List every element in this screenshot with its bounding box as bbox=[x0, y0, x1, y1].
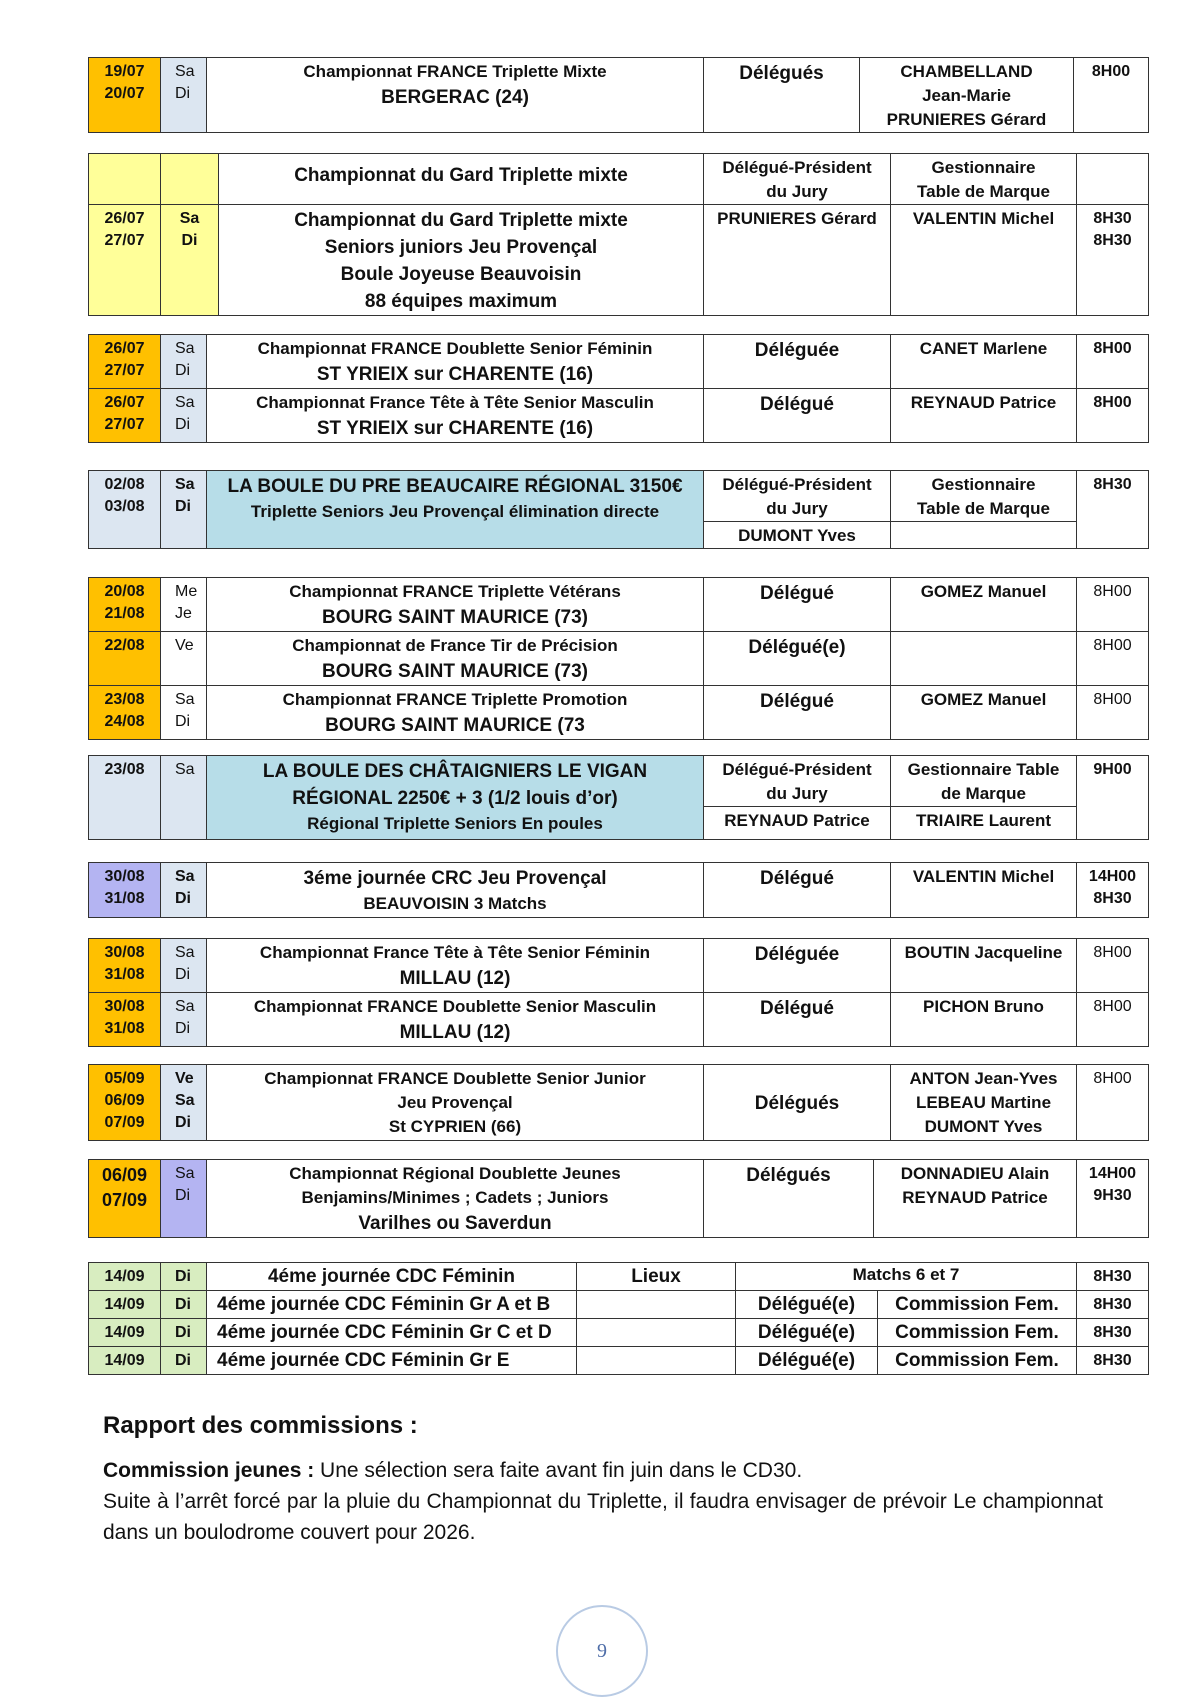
report-text-2: Suite à l’arrêt forcé par la pluie du Championnat du Triplette, il faudra envisager de prévoir Le championnat dans un boulodrome couvert pour 2026. bbox=[103, 1490, 1103, 1544]
day-cell: Sa Di bbox=[161, 686, 207, 740]
day-cell: Sa Di bbox=[161, 335, 207, 389]
event-cell: 4éme journée CDC Féminin Gr C et D bbox=[207, 1319, 577, 1347]
event-block-le-vigan bbox=[88, 755, 1149, 840]
event-block-regional-jeunes bbox=[88, 1159, 1149, 1238]
person-cell: CANET Marlene bbox=[891, 335, 1077, 389]
date-cell: 14/09 bbox=[89, 1263, 161, 1291]
event-cell: 4éme journée CDC Féminin Gr E bbox=[207, 1347, 577, 1375]
event-block-millau bbox=[88, 938, 1149, 1047]
date-cell: 23/08 bbox=[89, 756, 161, 840]
report-text-1: Une sélection sera faite avant fin juin dans le CD30. bbox=[314, 1459, 803, 1482]
event-cell: Championnat France Tête à Tête Senior Féminin MILLAU (12) bbox=[207, 939, 704, 993]
matches-cell: Matchs 6 et 7 bbox=[736, 1263, 1077, 1291]
day-cell: Sa Di bbox=[161, 863, 207, 918]
date-cell: 19/07 20/07 bbox=[89, 58, 161, 133]
role-cell: Délégués bbox=[704, 58, 860, 133]
time-cell: 8H30 bbox=[1077, 471, 1149, 549]
day-cell: Me Je bbox=[161, 578, 207, 632]
report-body bbox=[103, 1455, 1103, 1548]
venue-cell bbox=[577, 1319, 736, 1347]
time-cell: 8H00 bbox=[1077, 578, 1149, 632]
event-block-bourg-saint-maurice bbox=[88, 577, 1149, 740]
commission-report bbox=[103, 1410, 1103, 1441]
empty-cell bbox=[891, 522, 1077, 549]
event-block-gard bbox=[88, 153, 1149, 316]
date-cell: 26/07 27/07 bbox=[89, 335, 161, 389]
day-cell: Sa Di bbox=[161, 58, 207, 133]
venue-cell bbox=[577, 1291, 736, 1319]
report-line-1 bbox=[103, 1455, 1103, 1486]
event-cell: LA BOULE DU PRE BEAUCAIRE RÉGIONAL 3150€ Triplette Seniors Jeu Provençal élimination directe bbox=[207, 471, 704, 549]
date-cell: 14/09 bbox=[89, 1319, 161, 1347]
manager-head-cell: Gestionnaire Table de Marque bbox=[891, 756, 1077, 807]
person-cell: REYNAUD Patrice bbox=[891, 389, 1077, 443]
people-cell: DONNADIEU Alain REYNAUD Patrice bbox=[874, 1160, 1077, 1238]
role-cell: Délégué bbox=[704, 389, 891, 443]
role-head-cell: Délégué-Président du Jury bbox=[704, 471, 891, 522]
time-cell: 9H00 bbox=[1077, 756, 1149, 840]
day-cell: Sa Di bbox=[161, 389, 207, 443]
manager-cell: TRIAIRE Laurent bbox=[891, 807, 1077, 840]
date-cell: 23/08 24/08 bbox=[89, 686, 161, 740]
time-cell: 8H00 bbox=[1077, 335, 1149, 389]
role-cell: Délégué bbox=[704, 578, 891, 632]
manager-cell: VALENTIN Michel bbox=[891, 205, 1077, 316]
page-number: 9 bbox=[556, 1605, 648, 1697]
time-cell: 8H00 bbox=[1077, 632, 1149, 686]
time-cell-empty bbox=[1077, 154, 1149, 205]
date-cell: 20/08 21/08 bbox=[89, 578, 161, 632]
date-cell: 30/08 31/08 bbox=[89, 863, 161, 918]
event-cell: 3éme journée CRC Jeu Provençal BEAUVOISIN 3 Matchs bbox=[207, 863, 704, 918]
manager-head-cell: Gestionnaire Table de Marque bbox=[891, 471, 1077, 522]
person-cell: GOMEZ Manuel bbox=[891, 686, 1077, 740]
date-cell: 05/09 06/09 07/09 bbox=[89, 1065, 161, 1141]
time-cell: 8H00 bbox=[1077, 686, 1149, 740]
person-cell bbox=[891, 632, 1077, 686]
date-cell-empty bbox=[89, 154, 161, 205]
event-cell: Championnat FRANCE Doublette Senior Masculin MILLAU (12) bbox=[207, 993, 704, 1047]
day-cell: Sa Di bbox=[161, 993, 207, 1047]
day-cell: Sa Di bbox=[161, 205, 219, 316]
role-cell: Déléguée bbox=[704, 939, 891, 993]
role-cell: Délégué(e) bbox=[736, 1347, 878, 1375]
event-cell: Championnat de France Tir de Précision BOURG SAINT MAURICE (73) bbox=[207, 632, 704, 686]
day-cell: Di bbox=[161, 1291, 207, 1319]
role-cell: Délégués bbox=[704, 1065, 891, 1141]
event-block-beaucaire bbox=[88, 470, 1149, 549]
person-cell: GOMEZ Manuel bbox=[891, 578, 1077, 632]
person-cell: BOUTIN Jacqueline bbox=[891, 939, 1077, 993]
time-cell: 8H30 bbox=[1077, 1291, 1149, 1319]
time-cell: 8H00 bbox=[1077, 939, 1149, 993]
day-cell: Ve bbox=[161, 632, 207, 686]
people-cell: CHAMBELLAND Jean-Marie PRUNIERES Gérard bbox=[860, 58, 1074, 133]
date-cell: 14/09 bbox=[89, 1347, 161, 1375]
time-cell: 14H00 9H30 bbox=[1077, 1160, 1149, 1238]
date-cell: 06/09 07/09 bbox=[89, 1160, 161, 1238]
day-cell: Sa Di bbox=[161, 1160, 207, 1238]
role-cell: Délégué(e) bbox=[736, 1319, 878, 1347]
day-cell: Sa bbox=[161, 756, 207, 840]
manager-head-cell: Gestionnaire Table de Marque bbox=[891, 154, 1077, 205]
day-cell-empty bbox=[161, 154, 219, 205]
event-cell: Championnat FRANCE Triplette Vétérans BOURG SAINT MAURICE (73) bbox=[207, 578, 704, 632]
date-cell: 30/08 31/08 bbox=[89, 993, 161, 1047]
day-cell: Di bbox=[161, 1319, 207, 1347]
role-cell: Délégué bbox=[704, 863, 891, 918]
time-cell: 8H00 bbox=[1077, 993, 1149, 1047]
delegate-cell: REYNAUD Patrice bbox=[704, 807, 891, 840]
event-head-cell: Championnat du Gard Triplette mixte bbox=[219, 154, 704, 205]
commission-label: Commission jeunes : bbox=[103, 1459, 315, 1482]
person-cell: VALENTIN Michel bbox=[891, 863, 1077, 918]
event-block-st-yrieix bbox=[88, 334, 1149, 443]
time-cell: 14H00 8H30 bbox=[1077, 863, 1149, 918]
day-cell: Ve Sa Di bbox=[161, 1065, 207, 1141]
role-head-cell: Délégué-Président du Jury bbox=[704, 154, 891, 205]
role-cell: Délégué bbox=[704, 993, 891, 1047]
role-cell: Délégué(e) bbox=[704, 632, 891, 686]
event-cell: 4éme journée CDC Féminin Gr A et B bbox=[207, 1291, 577, 1319]
delegate-cell: DUMONT Yves bbox=[704, 522, 891, 549]
event-cell: Championnat du Gard Triplette mixte Seniors juniors Jeu Provençal Boule Joyeuse Beauvoisin 88 équipes maximum bbox=[219, 205, 704, 316]
time-cell: 8H30 bbox=[1077, 1319, 1149, 1347]
day-cell: Sa Di bbox=[161, 471, 207, 549]
time-cell: 8H30 bbox=[1077, 1263, 1149, 1291]
date-cell: 30/08 31/08 bbox=[89, 939, 161, 993]
role-cell: Délégué bbox=[704, 686, 891, 740]
date-cell: 26/07 27/07 bbox=[89, 389, 161, 443]
date-cell: 26/07 27/07 bbox=[89, 205, 161, 316]
event-cell: LA BOULE DES CHÂTAIGNIERS LE VIGAN RÉGIONAL 2250€ + 3 (1/2 louis d’or) Régional Triplette Seniors En poules bbox=[207, 756, 704, 840]
time-cell: 8H30 8H30 bbox=[1077, 205, 1149, 316]
day-cell: Sa Di bbox=[161, 939, 207, 993]
event-cell: Championnat France Tête à Tête Senior Masculin ST YRIEIX sur CHARENTE (16) bbox=[207, 389, 704, 443]
event-block-st-cyprien bbox=[88, 1064, 1149, 1141]
date-cell: 02/08 03/08 bbox=[89, 471, 161, 549]
commission-cell: Commission Fem. bbox=[878, 1347, 1077, 1375]
venue-head-cell: Lieux bbox=[577, 1263, 736, 1291]
time-cell: 8H00 bbox=[1074, 58, 1149, 133]
event-cell: 4éme journée CDC Féminin bbox=[207, 1263, 577, 1291]
event-block-crc bbox=[88, 862, 1149, 918]
event-block-cdc-feminin bbox=[88, 1262, 1149, 1375]
event-block-bergerac bbox=[88, 57, 1149, 133]
commission-cell: Commission Fem. bbox=[878, 1291, 1077, 1319]
delegate-cell: PRUNIERES Gérard bbox=[704, 205, 891, 316]
event-cell: Championnat FRANCE Doublette Senior Junior Jeu Provençal St CYPRIEN (66) bbox=[207, 1065, 704, 1141]
commission-cell: Commission Fem. bbox=[878, 1319, 1077, 1347]
time-cell: 8H30 bbox=[1077, 1347, 1149, 1375]
event-cell: Championnat FRANCE Doublette Senior Féminin ST YRIEIX sur CHARENTE (16) bbox=[207, 335, 704, 389]
event-cell: Championnat Régional Doublette Jeunes Benjamins/Minimes ; Cadets ; Juniors Varilhes ou Saverdun bbox=[207, 1160, 704, 1238]
people-cell: ANTON Jean-Yves LEBEAU Martine DUMONT Yves bbox=[891, 1065, 1077, 1141]
role-cell: Délégués bbox=[704, 1160, 874, 1238]
person-cell: PICHON Bruno bbox=[891, 993, 1077, 1047]
role-head-cell: Délégué-Président du Jury bbox=[704, 756, 891, 807]
event-cell: Championnat FRANCE Triplette Mixte BERGERAC (24) bbox=[207, 58, 704, 133]
day-cell: Di bbox=[161, 1263, 207, 1291]
day-cell: Di bbox=[161, 1347, 207, 1375]
date-cell: 22/08 bbox=[89, 632, 161, 686]
event-cell: Championnat FRANCE Triplette Promotion BOURG SAINT MAURICE (73 bbox=[207, 686, 704, 740]
time-cell: 8H00 bbox=[1077, 1065, 1149, 1141]
role-cell: Délégué(e) bbox=[736, 1291, 878, 1319]
report-heading: Rapport des commissions : bbox=[103, 1412, 418, 1439]
role-cell: Déléguée bbox=[704, 335, 891, 389]
venue-cell bbox=[577, 1347, 736, 1375]
date-cell: 14/09 bbox=[89, 1291, 161, 1319]
time-cell: 8H00 bbox=[1077, 389, 1149, 443]
